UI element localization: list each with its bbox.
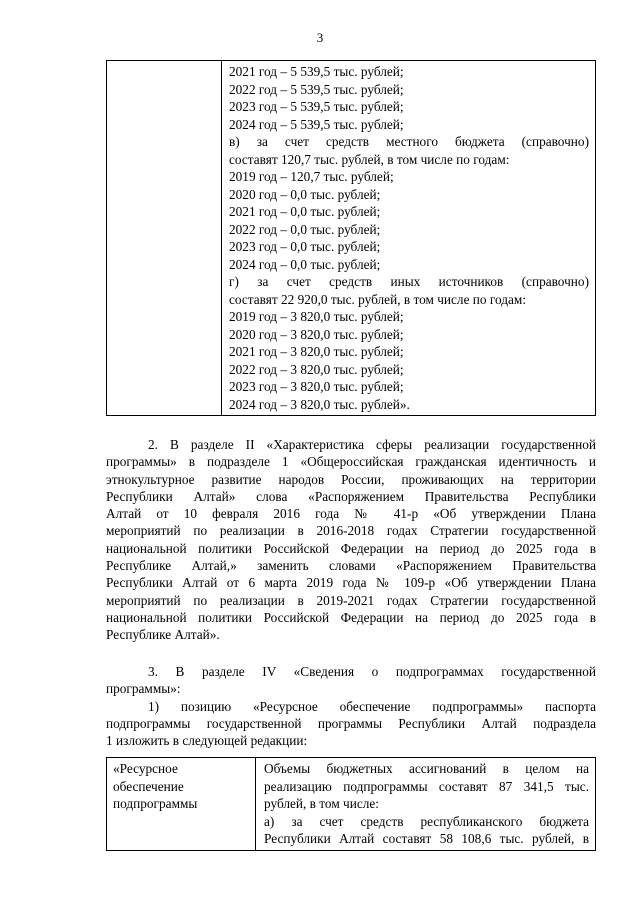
label-line: обеспечение (113, 778, 184, 794)
paragraph-line: 1) позицию «Ресурсное обеспечение подпрограммы» паспорта (148, 698, 596, 714)
resource-table-new (106, 757, 596, 851)
paragraph-line: Республике Алтай». (106, 627, 220, 643)
label-line: «Ресурсное (113, 761, 178, 776)
label-line: подпрограммы (113, 796, 198, 811)
funding-line: в) за счет средств местного бюджета (справочно) (229, 134, 589, 149)
paragraph-line: мероприятий по реализации в 2016-2018 годах Стратегии государственной (106, 523, 596, 539)
funding-line: г) за счет средств иных источников (справочно) (229, 274, 589, 289)
paragraph-line: 1 изложить в следующей редакции: (106, 733, 308, 749)
paragraph-line: 3. В разделе IV «Сведения о подпрограммах государственной (148, 664, 596, 679)
funding-line: реализацию подпрограммы составят 87 341,5 тыс. (264, 778, 589, 794)
funding-line: 2024 год – 0,0 тыс. рублей; (229, 256, 381, 272)
paragraph-line: программы»: (106, 681, 181, 697)
funding-line: составят 22 920,0 тыс. рублей, в том числе по годам: (229, 291, 527, 307)
funding-line: рублей, в том числе: (264, 796, 379, 811)
table-value-cell (256, 758, 596, 851)
paragraph-line: Алтай от 10 февраля 2016 года № 41-р «Об утверждении Плана (106, 506, 596, 522)
paragraph-line: Республике Алтай,» заменить словами «Распоряжением Правительства (106, 558, 596, 574)
funding-line: 2021 год – 0,0 тыс. рублей; (229, 204, 381, 219)
table-label-cell (107, 61, 222, 416)
paragraph-line: подпрограммы государственной программы Республики Алтай подраздела (106, 715, 596, 731)
paragraph-line: национальной политики Российской Федерации на период до 2025 года в (106, 609, 596, 625)
funding-line: 2022 год – 0,0 тыс. рублей; (229, 221, 381, 237)
funding-line: Республики Алтай составят 58 108,6 тыс. рублей, в (264, 831, 589, 846)
paragraph-2 (106, 436, 596, 644)
funding-line: 2021 год – 5 539,5 тыс. рублей; (229, 64, 404, 79)
funding-line: 2021 год – 3 820,0 тыс. рублей; (229, 344, 404, 359)
paragraph-line: Республики Алтай» слова «Распоряжением Правительства Республики (106, 488, 596, 504)
paragraph-3 (106, 663, 596, 749)
funding-line: 2020 год – 3 820,0 тыс. рублей; (229, 326, 404, 342)
funding-line: 2024 год – 3 820,0 тыс. рублей». (229, 396, 410, 412)
paragraph-line: национальной политики Российской Федерации на период до 2025 года в (106, 540, 596, 556)
table-value-cell (222, 61, 596, 416)
resource-table-continued (106, 60, 596, 416)
funding-line: 2019 год – 3 820,0 тыс. рублей; (229, 309, 404, 324)
table-label-cell (107, 758, 256, 851)
funding-line: Объемы бюджетных ассигнований в целом на (264, 761, 589, 776)
paragraph-line: мероприятий по реализации в 2019-2021 годах Стратегии государственной (106, 592, 596, 608)
paragraph-line: Республики Алтай от 6 марта 2019 года № 109-р «Об утверждении Плана (106, 575, 596, 591)
funding-line: 2024 год – 5 539,5 тыс. рублей; (229, 116, 404, 132)
funding-line: 2023 год – 5 539,5 тыс. рублей; (229, 99, 404, 114)
funding-line: 2022 год – 3 820,0 тыс. рублей; (229, 361, 404, 377)
funding-line: а) за счет средств республиканского бюджета (264, 813, 589, 829)
paragraph-line: программы» в подразделе 1 «Общероссийская гражданская идентичность и (106, 454, 596, 470)
funding-line: 2019 год – 120,7 тыс. рублей; (229, 169, 394, 184)
funding-line: 2020 год – 0,0 тыс. рублей; (229, 186, 381, 202)
paragraph-line: 2. В разделе II «Характеристика сферы реализации государственной (148, 437, 596, 452)
funding-line: 2023 год – 3 820,0 тыс. рублей; (229, 379, 404, 394)
funding-line: составят 120,7 тыс. рублей, в том числе по годам: (229, 151, 510, 167)
paragraph-line: этнокультурное развитие народов России, проживающих на территории (106, 471, 596, 487)
funding-line: 2022 год – 5 539,5 тыс. рублей; (229, 81, 404, 97)
funding-line: 2023 год – 0,0 тыс. рублей; (229, 239, 381, 254)
page-number: 3 (316, 30, 324, 45)
